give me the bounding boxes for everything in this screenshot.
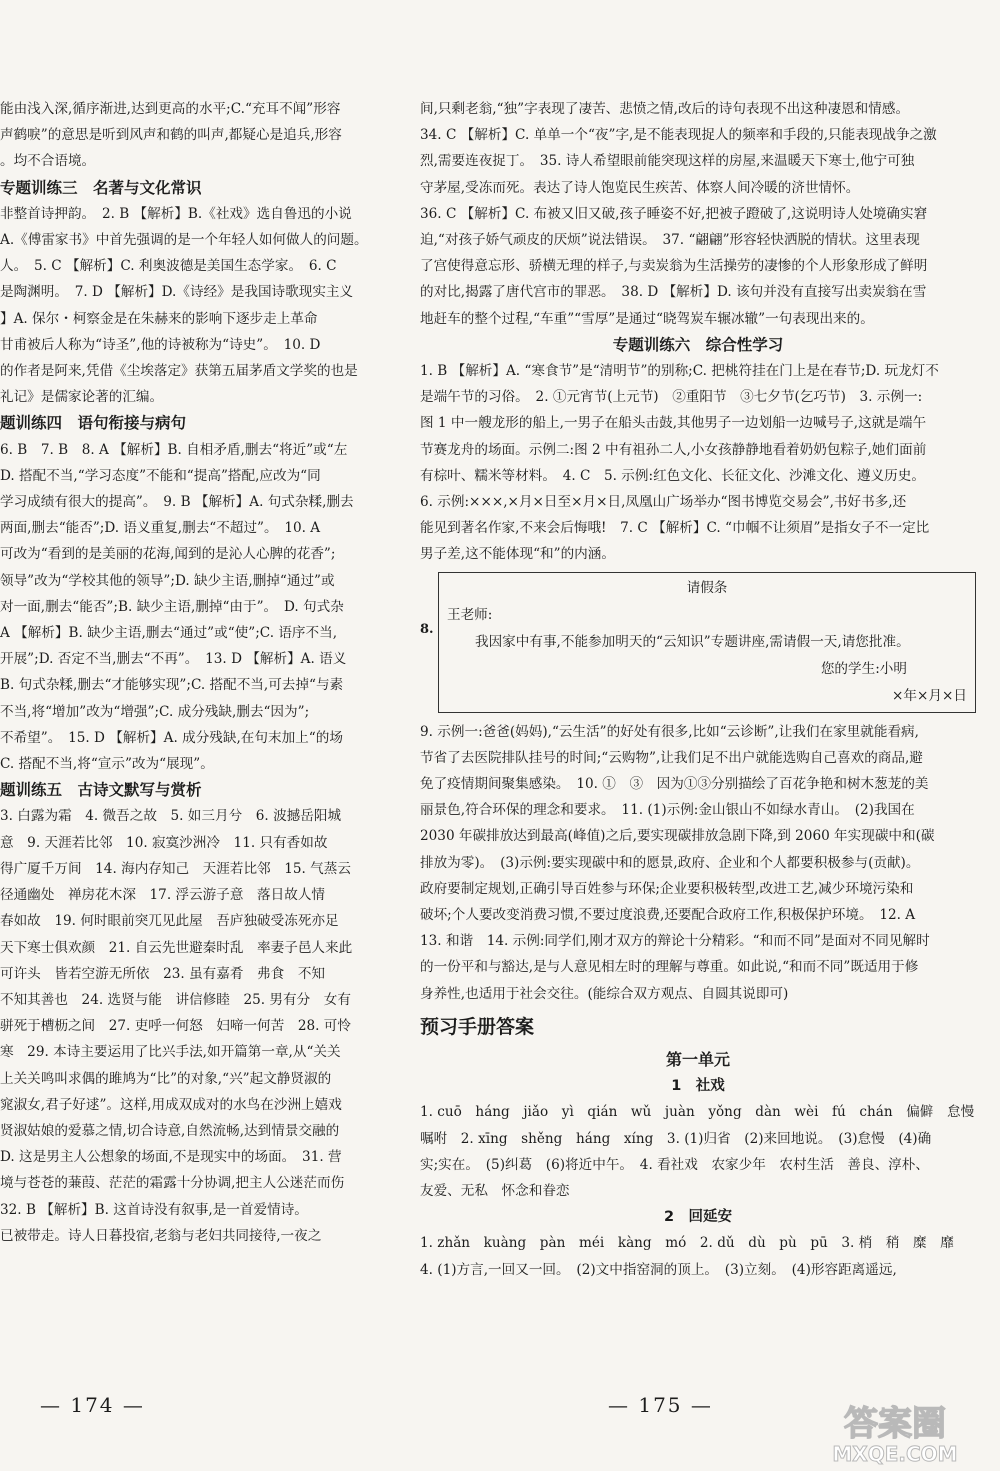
text-line: 政府要制定规划,正确引导百姓参与环保;企业要积极转型,改进工艺,减少环境污染和 [420, 880, 914, 897]
text-line: 意 9. 天涯若比邻 10. 寂寞沙洲冷 11. 只有香如故 [0, 834, 328, 851]
text-line: 6. B 7. B 8. A 【解析】B. 自相矛盾,删去“将近”或“左 [0, 441, 348, 458]
text-line: 友爱、无私 怀念和眷恋 [420, 1182, 570, 1199]
text-line: 1. cuō háng jiǎo yì qián wǔ juàn yǒng dàn wèi fú chán 偏僻 怠慢 [420, 1104, 975, 1121]
text-line: 径通幽处 禅房花木深 17. 浮云游子意 落日故人情 [0, 887, 326, 904]
text-line: 可许头 皆若空游无所依 23. 虽有嘉肴 弗食 不知 [0, 965, 326, 982]
text-line: 了宫使得意忘形、骄横无理的样子,与卖炭翁为生活操劳的凄惨的个人形象形成了鲜明 [420, 258, 928, 275]
text-line: 领导”改为“学校其他的领导”;D. 缺少主语,删掉“通过”或 [0, 572, 335, 589]
text-line: 嘱咐 2. xīng shěng háng xíng 3. (1)归省 (2)来回地说。 (3)怠慢 (4)确 [420, 1130, 932, 1147]
text-line: 声鹤唳”的意思是听到风声和鹤的叫声,都疑心是追兵,形容 [0, 127, 342, 144]
text-line: 天下寒士俱欢颜 21. 自云先世避秦时乱 率妻子邑人来此 [0, 939, 353, 956]
text-line: 免了疫情期间聚集感染。 10. ① ③ 因为①③分别描绘了百花争艳和树木葱茏的美 [420, 776, 929, 793]
text-line: 窕淑女,君子好逑”。这样,用成双成对的水鸟在沙洲上嬉戏 [0, 1096, 342, 1113]
leave-note-title: 请假条 [686, 579, 728, 596]
text-line: 得广厦千万间 14. 海内存知己 天涯若比邻 15. 气蒸云 [0, 860, 351, 877]
text-line: 是端午节的习俗。 2. ①元宵节(上元节) ②重阳节 ③七夕节(乞巧节) 3. 示例一: [420, 389, 923, 406]
text-line: A 【解析】B. 缺少主语,删去“通过”或“使”;C. 语序不当, [0, 625, 338, 642]
text-line: 34. C 【解析】C. 单单一个“夜”字,是不能表现捉人的频率和手段的,只能表现战争之激 [420, 127, 937, 144]
leave-note-salutation: 王老师: [447, 606, 493, 623]
text-line: 丽景色,符合环保的理念和要求。 11. (1)示例:金山银山不如绿水青山。 (2)我国在 [420, 802, 915, 819]
text-line: 不希望”。 15. D 【解析】A. 成分残缺,在句末加上“的场 [0, 729, 343, 746]
text-line: 6. 示例:×××,×月×日至×月×日,凤凰山广场举办“图书博览交易会”,书好书多,还 [420, 494, 907, 511]
text-line: 1. B 【解析】A. “寒食节”是“清明节”的别称;C. 把桃符挂在门上是在春节;D. 玩龙灯不 [420, 363, 939, 380]
lesson-heading: 1 社戏 [671, 1078, 725, 1095]
text-line: 】A. 保尔・柯察金是在朱赫来的影响下逐步走上革命 [0, 310, 318, 327]
text-line: 1. zhǎn kuàng pàn méi kàng mó 2. dǔ dù pù pū 3. 梢 稍 糜 靡 [420, 1235, 954, 1252]
lesson-heading: 2 回延安 [663, 1209, 733, 1226]
text-line: 间,只剩老翁,“独”字表现了凄苦、悲愤之情,改后的诗句表现不出这种凄恩和情感。 [420, 101, 910, 117]
section-heading: 题训练四 语句衔接与病句 [0, 414, 187, 433]
text-line: 人。 5. C 【解析】C. 利奥波德是美国生态学家。 6. C [0, 258, 337, 275]
text-line: B. 句式杂糅,删去“才能够实现”;C. 搭配不当,可去掉“与素 [0, 677, 344, 694]
text-line: 32. B 【解析】B. 这首诗没有叙事,是一首爱情诗。 [0, 1201, 308, 1218]
watermark-text: 答案圈 [844, 1404, 946, 1444]
text-line: 骈死于槽枥之间 27. 吏呼一何怒 妇啼一何苦 28. 可怜 [0, 1018, 351, 1035]
text-line: 4. (1)方言,一回又一回。 (2)文中指窑洞的顶上。 (3)立刻。 (4)形容距离遥远, [420, 1261, 897, 1278]
leave-note-body: 我因家中有事,不能参加明天的“云知识”专题讲座,需请假一天,请您批准。 [475, 633, 910, 650]
text-line: 13. 和谐 14. 示例:同学们,刚才双方的辩论十分精彩。“和而不同”是面对不同见解时 [420, 933, 930, 950]
text-line: 礼记》是儒家论著的汇编。 [0, 389, 164, 406]
text-line: 能见到著名作家,不来会后悔哦! 7. C 【解析】C. “巾帼不让须眉”是指女子不一定比 [420, 520, 930, 537]
text-line: 是陶渊明。 7. D 【解析】D.《诗经》是我国诗歌现实主义 [0, 284, 354, 301]
text-line: 烈,需要连夜捉丁。 35. 诗人希望眼前能突现这样的房屋,来温暖天下寒士,他宁可独 [420, 153, 915, 170]
text-line: 3. 白露为霜 4. 微吾之故 5. 如三月兮 6. 波撼岳阳城 [0, 808, 342, 825]
text-line: 身养性,也适用于社会交往。(能综合双方观点、自圆其说即可) [420, 985, 789, 1002]
text-line: 境与苍苍的蒹葭、茫茫的霜露十分协调,把主人公迷茫而伤 [0, 1175, 345, 1192]
text-line: 图 1 中一艘龙形的船上,一男子在船头击鼓,其他男子一边划船一边喊号子,这就是端午 [420, 415, 927, 432]
text-line: 9. 示例一:爸爸(妈妈),“云生活”的好处有很多,比如“云诊断”,让我们在家里就能看病, [420, 723, 919, 740]
text-line: 节赛龙舟的场面。示例二:图 2 中有祖孙二人,小女孩静静地看着奶奶包粽子,她们面前 [420, 441, 927, 458]
watermark-url: MXQE.COM [832, 1442, 958, 1466]
left-column [0, 96, 392, 1249]
question-8-label: 8. [420, 622, 434, 637]
text-line: 已被带走。诗人日暮投宿,老翁与老妇共同接待,一夜之 [0, 1227, 322, 1244]
text-line: 的一份平和与豁达,是与人意见相左时的理解与尊重。如此说,“和而不同”既适用于修 [420, 959, 919, 976]
right-column [420, 96, 976, 1283]
text-line: 上关关鸣叫求偶的雎鸠为“比”的对象,“兴”起文静贤淑的 [0, 1070, 332, 1087]
text-line: 有棕叶、糯米等材料。 4. C 5. 示例:红色文化、长征文化、沙滩文化、遵义历史。 [420, 467, 925, 484]
text-line: 不当,将“增加”改为“增强”;C. 成分残缺,删去“因为”; [0, 703, 310, 720]
text-line: 迫,“对孩子娇气顽皮的厌烦”说法错误。 37. “翩翩”形容轻快洒脱的情状。这里表现 [420, 232, 920, 249]
leave-note-date: ×年×月×日 [892, 687, 967, 704]
text-line: 贤淑姑娘的爱慕之情,切合诗意,自然流畅,达到情景交融的 [0, 1122, 340, 1139]
text-line: 节省了去医院排队挂号的时间;“云购物”,让我们足不出户就能选购自己喜欢的商品,避 [420, 749, 923, 766]
text-line: 寒 29. 本诗主要运用了比兴手法,如开篇第一章,从“关关 [0, 1044, 341, 1061]
text-line: 甘甫被后人称为“诗圣”,他的诗被称为“诗史”。 10. D [0, 336, 321, 353]
section-heading: 题训练五 古诗文默写与赏析 [0, 781, 202, 800]
page-number-left: — 174 — [40, 1393, 145, 1417]
text-line: 两面,删去“能否”;D. 语义重复,删去“不超过”。 10. A [0, 520, 321, 537]
text-line: 破坏;个人要改变消费习惯,不要过度浪费,还要配合政府工作,积极保护环境。 12. A [420, 907, 916, 924]
text-line: 36. C 【解析】C. 布被又旧又破,孩子睡姿不好,把被子蹬破了,这说明诗人处境确实窘 [420, 205, 928, 222]
text-line: 排放为零)。 (3)示例:要实现碳中和的愿景,政府、企业和个人都要积极参与(贡献)。 [420, 854, 920, 871]
text-line: 可改为“看到的是美丽的花海,闻到的是沁人心脾的花香”; [0, 546, 336, 563]
text-line: 开展”;D. 否定不当,删去“不再”。 13. D 【解析】A. 语义 [0, 651, 347, 668]
text-line: 地赶车的整个过程,“车重”“雪厚”是通过“晓驾炭车辗冰辙”一句表现出来的。 [420, 310, 874, 327]
watermark-logo [795, 1395, 995, 1467]
text-line: A.《傅雷家书》中首先强调的是一个年轻人如何做人的问题。 [0, 232, 368, 249]
unit-heading: 第一单元 [665, 1049, 730, 1069]
text-line: 的对比,揭露了唐代宫市的罪恶。 38. D 【解析】D. 该句并没有直接写出卖炭翁在雪 [420, 284, 927, 301]
section-heading: 专题训练三 名著与文化常识 [0, 178, 202, 197]
page-number-right: — 175 — [608, 1393, 713, 1417]
leave-note-box [438, 572, 976, 713]
leave-note-signature: 您的学生:小明 [820, 660, 907, 677]
text-line: 对一面,删去“能否”;B. 缺少主语,删掉“由于”。 D. 句式杂 [0, 598, 344, 615]
text-line: D. 搭配不当,“学习态度”不能和“提高”搭配,应改为“同 [0, 467, 321, 484]
text-line: 2030 年碳排放达到最高(峰值)之后,要实现碳排放急剧下降,到 2060 年实现碳中和(碳 [420, 828, 935, 845]
text-line: 不知其善也 24. 选贤与能 讲信修睦 25. 男有分 女有 [0, 991, 351, 1008]
text-line: 实;实在。 (5)纠葛 (6)将近中午。 4. 看社戏 农家少年 农村生活 善良、淳朴、 [420, 1156, 929, 1173]
text-line: 学习成绩有很大的提高”。 9. B 【解析】A. 句式杂糅,删去 [0, 494, 354, 511]
text-line: C. 搭配不当,将“宣示”改为“展现”。 [0, 756, 214, 773]
text-line: 非整首诗押韵。 2. B 【解析】B.《社戏》选自鲁迅的小说 [0, 205, 352, 222]
text-line: 的作者是阿来,凭借《尘埃落定》获第五届茅盾文学奖的也是 [0, 363, 358, 380]
text-line: 春如故 19. 何时眼前突兀见此屋 吾庐独破受冻死亦足 [0, 913, 339, 930]
preview-manual-heading: 预习手册答案 [420, 1015, 535, 1038]
text-line: 男子差,这不能体现“和”的内涵。 [420, 546, 615, 563]
text-line: 守茅屋,受冻而死。表达了诗人饱览民生疾苦、体察人间冷暖的济世情怀。 [420, 179, 860, 196]
section-heading: 专题训练六 综合性学习 [612, 335, 784, 354]
text-line: 。均不合语境。 [0, 153, 96, 170]
text-line: 能由浅入深,循序渐进,达到更高的水平;C.“充耳不闻”形容 [0, 101, 341, 117]
text-line: D. 这是男主人公想象的场面,不是现实中的场面。 31. 营 [0, 1149, 342, 1166]
